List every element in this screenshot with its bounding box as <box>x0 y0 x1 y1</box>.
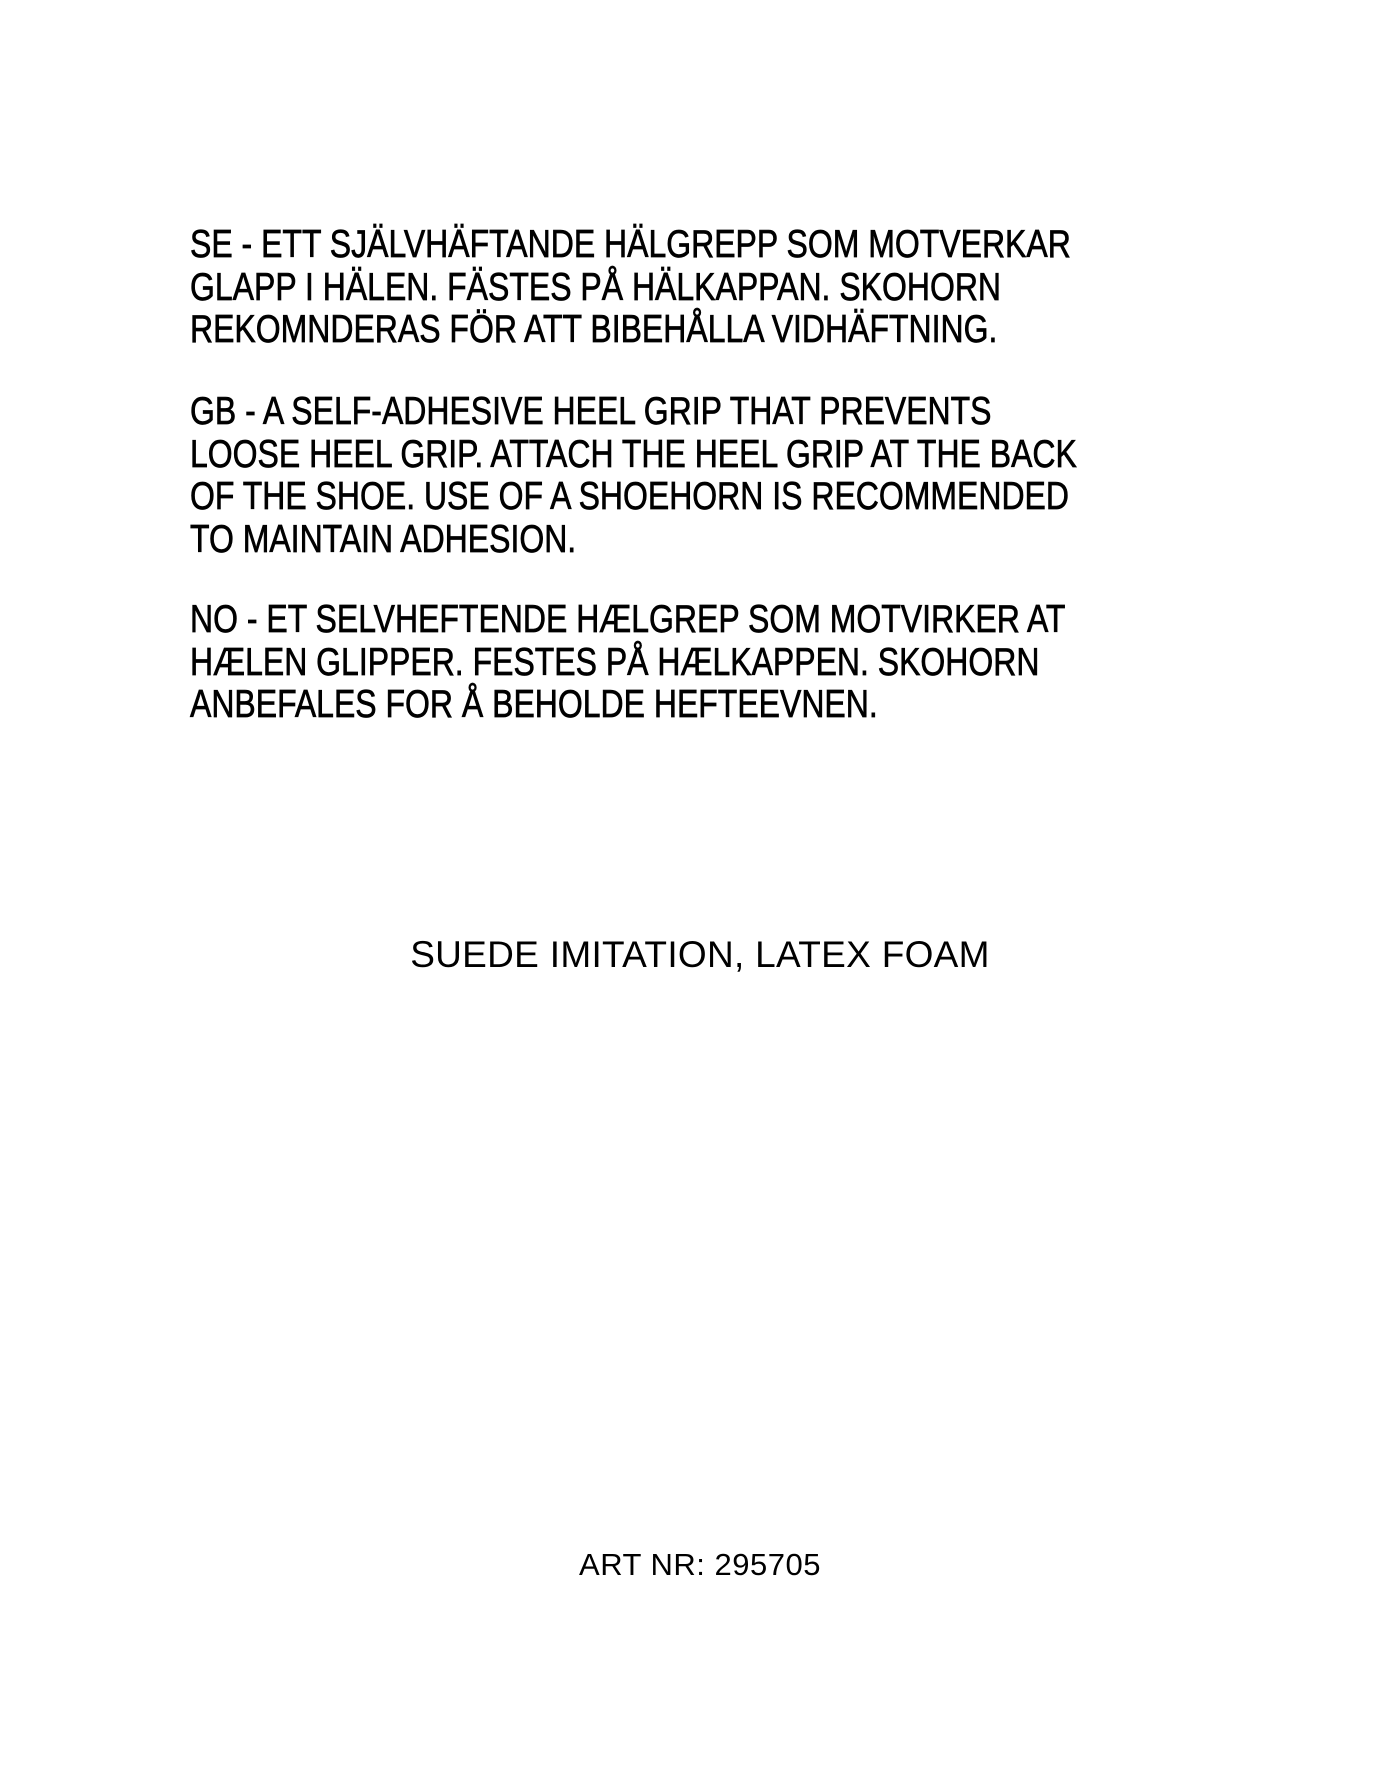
material-label: SUEDE IMITATION, LATEX FOAM <box>410 934 990 975</box>
text-line: TO MAINTAIN ADHESION. <box>190 518 577 562</box>
article-number: ART NR: 295705 <box>579 1547 821 1582</box>
text-line: NO - ET SELVHEFTENDE HÆLGREP SOM MOTVIRKER AT <box>190 598 1066 641</box>
text-line: GLAPP I HÄLEN. FÄSTES PÅ HÄLKAPPAN. SKOHORN <box>190 265 1002 309</box>
text-line: GB - A SELF-ADHESIVE HEEL GRIP THAT PREVENTS <box>190 390 992 433</box>
instructions-swedish <box>190 224 1264 352</box>
text-line: LOOSE HEEL GRIP. ATTACH THE HEEL GRIP AT THE BACK <box>190 432 1077 476</box>
text-line: ANBEFALES FOR Å BEHOLDE HEFTEEVNEN. <box>190 683 878 727</box>
text-line: OF THE SHOE. USE OF A SHOEHORN IS RECOMMENDED <box>190 475 1069 519</box>
text-line: REKOMNDERAS FÖR ATT BIBEHÅLLA VIDHÄFTNING. <box>190 308 998 352</box>
instructions-norwegian <box>190 599 1258 727</box>
text-line: SE - ETT SJÄLVHÄFTANDE HÄLGREPP SOM MOTVERKAR <box>190 223 1071 266</box>
text-line: HÆLEN GLIPPER. FESTES PÅ HÆLKAPPEN. SKOHORN <box>190 640 1040 684</box>
instructions-english <box>190 391 1272 562</box>
